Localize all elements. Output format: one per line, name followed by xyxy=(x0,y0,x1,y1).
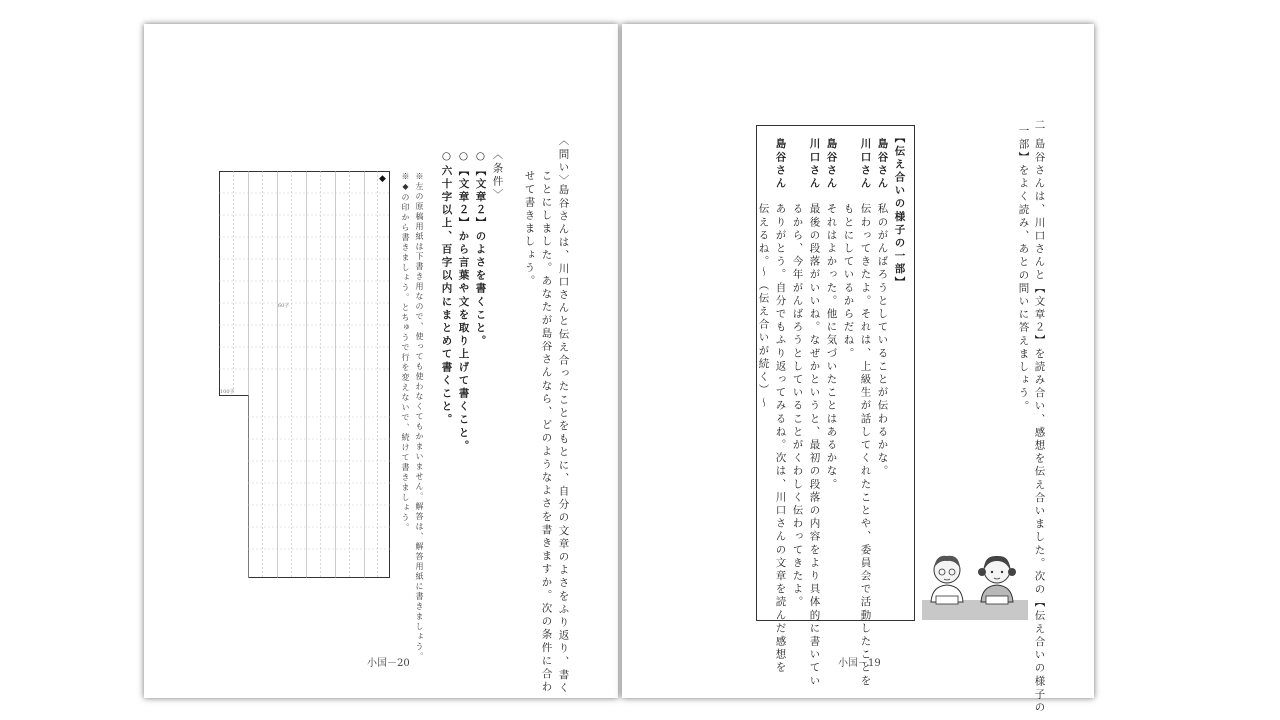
dialog-title: 【伝え合いの様子の一部】 xyxy=(893,132,906,290)
dialog-line: 私のがんばろうとしていることが伝わるかな。 xyxy=(876,203,889,479)
speaker-label: 川口さん xyxy=(808,138,821,191)
page-number: 小国－20 xyxy=(367,658,410,669)
speaker-label: 川口さん xyxy=(859,138,872,191)
manuscript-grid xyxy=(219,171,390,578)
condition-item: ○【文章２】から言葉や文を取り上げて書くこと。 xyxy=(457,150,470,453)
dialog-line: 伝えるね。 xyxy=(757,203,770,269)
condition-item: ○六十字以上、百字以内にまとめて書くこと。 xyxy=(440,150,453,427)
question-line: 島谷さんは、川口さんと伝え合ったことをもとに、自分の文章のよさをふり返り、書く xyxy=(557,184,570,695)
left-page xyxy=(144,24,618,698)
students-illustration xyxy=(922,550,1028,620)
start-marker: ◆ xyxy=(379,174,386,184)
grid-mark-60: 60字 xyxy=(278,303,290,309)
dialog-line: 伝わってきたよ。それは、上級生が話してくれたことや、委員会で活動したことを xyxy=(859,203,872,688)
dialog-line: 〜（伝え合いが続く）〜 xyxy=(757,266,770,411)
question-line: ことにしました。あなたが島谷さんなら、どのようなよさを書きますか。次の条件に合わ xyxy=(540,170,553,694)
speaker-label: 島谷さん xyxy=(825,138,838,191)
note-line: ※左の原稿用紙は下書き用なので、使っても使わなくてもかまいません。解答は、解答用紙に書きましょう。 xyxy=(415,172,424,662)
intro-line: 一部】をよく読み、あとの問いに答えましょう。 xyxy=(1017,125,1030,414)
intro-line: 島谷さんは、川口さんと【文章２】を読み合い、感想を伝え合いました。次の【伝え合いの様子の xyxy=(1033,138,1046,715)
dialog-line: もとにしているからだね。 xyxy=(842,203,855,361)
question-line: せて書きましょう。 xyxy=(523,170,536,288)
grid-mark-100: 100字 xyxy=(220,389,235,395)
dialog-line: るから、今年がんばろうとしていることがくわしく伝わってきたよ。 xyxy=(791,203,804,610)
conditions-header: 〈条件〉 xyxy=(491,149,504,202)
note-line: ※◆の印から書きましょう。とちゅうで行を変えないで、続けて書きましょう。 xyxy=(401,172,410,533)
dialog-line: それはよかった。他に気づいたことはあるかな。 xyxy=(825,203,838,492)
right-page xyxy=(622,24,1094,715)
dialog-line: ありがとう。自分でもふり返ってみるね。次は、川口さんの文章を読んだ感想を xyxy=(774,203,787,675)
question-header: 〈問い〉 xyxy=(557,135,570,188)
speaker-label: 島谷さん xyxy=(876,138,889,191)
condition-item: ○【文章２】のよさを書くこと。 xyxy=(474,150,487,348)
dialog-line: 最後の段落がいいね。なぜかというと、最初の段落の内容をより具体的に書いてい xyxy=(808,203,821,688)
speaker-label: 島谷さん xyxy=(774,138,787,191)
section-number: 二 xyxy=(1033,119,1046,133)
page-number: 小国－19 xyxy=(838,658,881,669)
